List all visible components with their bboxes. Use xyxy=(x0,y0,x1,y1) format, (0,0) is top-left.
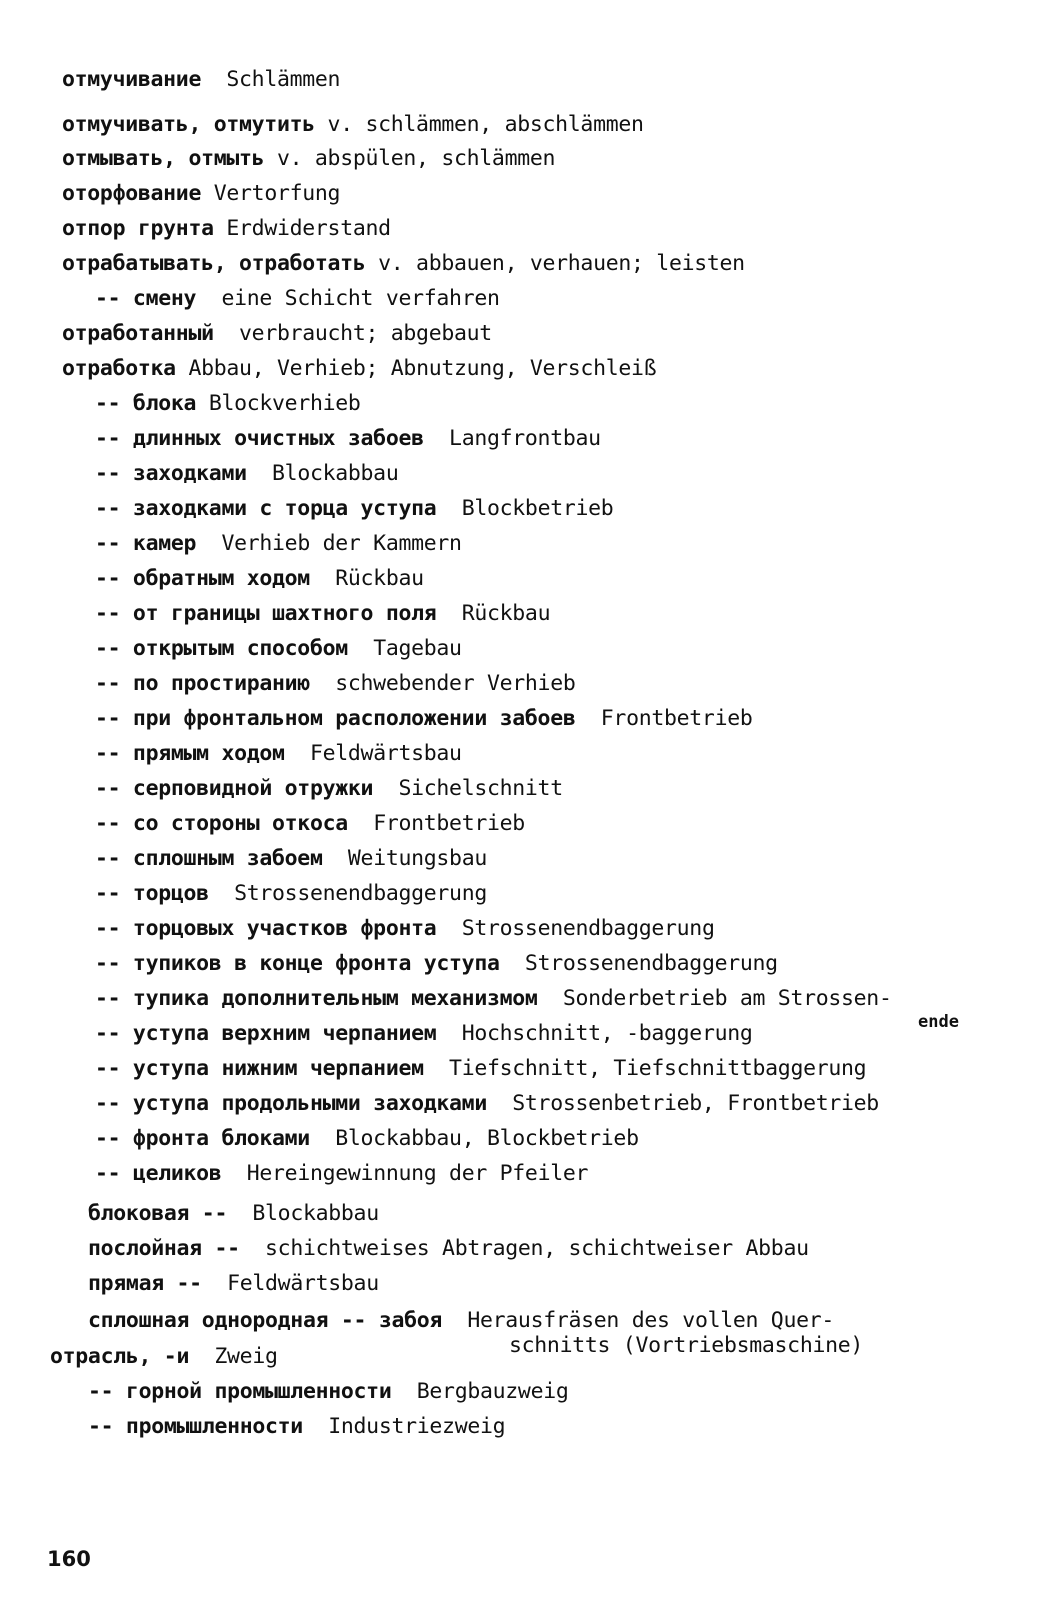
entry-ru: -- камер xyxy=(95,531,197,556)
entry-ru: -- смену xyxy=(95,286,197,311)
entry xyxy=(95,1022,753,1046)
entry-ru: -- фронта блоками xyxy=(95,1126,310,1151)
entry-de: Bergbauzweig xyxy=(416,1379,569,1404)
entry xyxy=(95,462,398,486)
continuation-querschnitt: schnitts (Vortriebsmaschine) xyxy=(509,1333,864,1358)
entry-de: Langfrontbau xyxy=(449,426,601,451)
entry xyxy=(95,742,462,766)
entry-ru: -- со стороны откоса xyxy=(95,811,348,836)
entry-de: Rückbau xyxy=(461,601,551,626)
entry-de: Vertorfung xyxy=(213,181,341,206)
entry-ru: -- по простиранию xyxy=(95,671,310,696)
entry-de: schwebender Verhieb xyxy=(335,671,576,696)
entry xyxy=(62,68,340,92)
entry-ru: блоковая -- xyxy=(88,1201,228,1226)
entry xyxy=(50,1345,278,1369)
entry xyxy=(62,147,555,171)
entry-ru: -- блока xyxy=(95,391,197,416)
entry-ru: -- от границы шахтного поля xyxy=(95,601,437,626)
entry xyxy=(95,1127,639,1151)
entry xyxy=(95,917,715,941)
entry-ru: отработка xyxy=(62,356,176,381)
entry-de: v. abspülen, schlämmen xyxy=(276,146,556,171)
entry-de: Zweig xyxy=(214,1344,278,1369)
entry xyxy=(95,1162,588,1186)
entry-ru: отрабатывать, отработать xyxy=(62,251,366,276)
entry-de: verbraucht; abgebaut xyxy=(239,321,492,346)
entry-de: Feldwärtsbau xyxy=(309,741,462,766)
entry-ru: отрасль, -и xyxy=(50,1344,190,1369)
entry-de: Rückbau xyxy=(335,566,424,591)
entry xyxy=(95,637,462,661)
entry xyxy=(88,1415,505,1439)
entry-de: Strossenbetrieb, Frontbetrieb xyxy=(512,1091,879,1116)
entry-de: Blockabbau xyxy=(252,1201,379,1226)
entry xyxy=(95,987,892,1011)
entry-de: Verhieb der Kammern xyxy=(221,531,462,556)
entry-ru: -- торцовых участков фронта xyxy=(95,916,437,941)
entry-de: Blockverhieb xyxy=(208,391,361,416)
entry-de: v. schlämmen, abschlämmen xyxy=(327,112,644,137)
entry xyxy=(95,287,500,311)
entry-de: Industriezweig xyxy=(328,1414,506,1439)
entry-de: Blockbetrieb xyxy=(461,496,614,521)
entry-de: Erdwiderstand xyxy=(226,216,391,241)
entry xyxy=(62,217,391,241)
entry xyxy=(95,812,525,836)
entry-ru: -- целиков xyxy=(95,1161,222,1186)
entry xyxy=(95,952,778,976)
entry-de: Feldwärtsbau xyxy=(227,1271,379,1296)
entry-de: Sichelschnitt xyxy=(398,776,563,801)
entry-de: Frontbetrieb xyxy=(373,811,525,836)
entry-de: Blockabbau, Blockbetrieb xyxy=(335,1126,639,1151)
entry-ru: отмучивать, отмутить xyxy=(62,112,315,137)
entry-ru: -- горной промышленности xyxy=(88,1379,392,1404)
entry-de: Abbau, Verhieb; Abnutzung, Verschleiß xyxy=(188,356,657,381)
entry xyxy=(95,1057,866,1081)
entry-de: Strossenendbaggerung xyxy=(461,916,715,941)
entry xyxy=(95,882,487,906)
entry-de: schichtweises Abtragen, schichtweiser Abbau xyxy=(265,1236,809,1261)
entry xyxy=(62,357,656,381)
entry-ru: -- обратным ходом xyxy=(95,566,310,591)
entry-de: Frontbetrieb xyxy=(600,706,753,731)
entry-ru: -- промышленности xyxy=(88,1414,303,1439)
entry xyxy=(95,392,361,416)
entry-de: Schlämmen xyxy=(226,67,341,92)
entry-de: eine Schicht verfahren xyxy=(221,286,500,311)
entry-ru: -- заходками xyxy=(95,461,247,486)
entry-ru: -- торцов xyxy=(95,881,209,906)
entry xyxy=(62,322,492,346)
entry xyxy=(88,1202,379,1226)
entry-de: Blockabbau xyxy=(272,461,399,486)
entry xyxy=(88,1380,569,1404)
entry xyxy=(95,777,563,801)
entry-ru: оторфование xyxy=(62,181,202,206)
entry xyxy=(95,847,487,871)
entry-de: Weitungsbau xyxy=(347,846,487,871)
entry-ru: послойная -- xyxy=(88,1236,240,1261)
entry xyxy=(62,113,644,137)
entry-ru: отпор грунта xyxy=(62,216,214,241)
entry xyxy=(95,1092,879,1116)
page-number: 160 xyxy=(47,1547,91,1571)
entry-ru: -- при фронтальном расположении забоев xyxy=(95,706,576,731)
entry-de: Strossenendbaggerung xyxy=(234,881,487,906)
entry-ru: -- открытым способом xyxy=(95,636,348,661)
entry-ru: отмывать, отмыть xyxy=(62,146,265,171)
entry xyxy=(88,1272,379,1296)
entry-de: Strossenendbaggerung xyxy=(524,951,778,976)
entry-de: Tiefschnitt, Tiefschnittbaggerung xyxy=(449,1056,867,1081)
entry xyxy=(62,252,745,276)
entry-ru: -- серповидной отружки xyxy=(95,776,374,801)
entry xyxy=(95,672,576,696)
entry-de: Hereingewinnung der Pfeiler xyxy=(246,1161,589,1186)
entry xyxy=(95,602,550,626)
entry-ru: -- заходками с торца уступа xyxy=(95,496,437,521)
entry xyxy=(95,567,424,591)
entry-ru: -- длинных очистных забоев xyxy=(95,426,424,451)
entry-de: Tagebau xyxy=(373,636,462,661)
entry xyxy=(88,1309,834,1333)
entry-ru: -- тупика дополнительным механизмом xyxy=(95,986,538,1011)
entry-ru: -- сплошным забоем xyxy=(95,846,323,871)
entry-ru: отработанный xyxy=(62,321,214,346)
entry xyxy=(95,707,753,731)
entry xyxy=(88,1237,809,1261)
entry xyxy=(95,427,601,451)
entry xyxy=(62,182,340,206)
entry-de: Hochschnitt, -baggerung xyxy=(461,1021,753,1046)
entry-ru: -- уступа нижним черпанием xyxy=(95,1056,424,1081)
entry-ru: -- прямым ходом xyxy=(95,741,285,766)
entry-ru: -- уступа продольными заходками xyxy=(95,1091,487,1116)
entry xyxy=(95,497,613,521)
entry-ru: отмучивание xyxy=(62,67,202,92)
entry-ru: -- тупиков в конце фронта уступа xyxy=(95,951,500,976)
entry xyxy=(95,532,462,556)
entry-ru: прямая -- xyxy=(88,1271,202,1296)
entry-de: Sonderbetrieb am Strossen- xyxy=(562,986,892,1011)
entry-ru: -- уступа верхним черпанием xyxy=(95,1021,437,1046)
continuation-ende: ende xyxy=(918,1012,959,1032)
entry-de: Herausfräsen des vollen Quer- xyxy=(467,1308,835,1333)
entry-ru: сплошная однородная -- забоя xyxy=(88,1308,443,1333)
entry-de: v. abbauen, verhauen; leisten xyxy=(378,251,745,276)
